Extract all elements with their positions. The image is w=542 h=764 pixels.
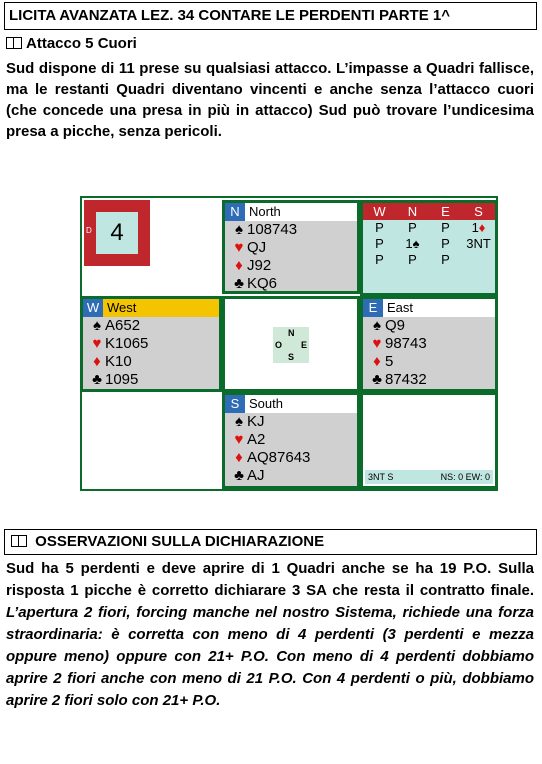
east-seat: E (363, 299, 383, 317)
page-title: LICITA AVANZATA LEZ. 34 CONTARE LE PERDENTI PARTE 1^ (4, 2, 537, 30)
bid: P (375, 220, 384, 235)
diamond-icon: ♦ (93, 353, 101, 370)
south-hearts: A2 (247, 431, 266, 448)
north-hearts: QJ (247, 239, 267, 256)
auction-header-s: S (474, 204, 483, 219)
observations-normal: Sud ha 5 perdenti e deve aprire di 1 Quadri anche se ha 19 P.O. Sulla risposta 1 picche è corretto dichiarare 3 SA che resta il contratto finale. (6, 560, 534, 599)
diamond-icon: ♦ (373, 353, 381, 370)
bid: 1♠ (405, 236, 420, 251)
north-seat: N (225, 203, 245, 221)
west-hearts: K1065 (105, 335, 149, 352)
bid: P (375, 236, 384, 251)
bid: 1♦ (471, 220, 486, 235)
bid: 3NT (466, 236, 491, 251)
south-hand (222, 392, 360, 489)
west-hand (80, 296, 222, 392)
heart-icon: ♥ (92, 335, 102, 352)
compass-e: E (301, 340, 308, 350)
observations-title: OSSERVAZIONI SULLA DICHIARAZIONE (35, 533, 325, 550)
north-name: North (249, 204, 281, 219)
south-seat: S (225, 395, 245, 413)
south-spades: KJ (247, 413, 265, 430)
spade-icon: ♠ (235, 221, 243, 238)
south-diamonds: AQ87643 (247, 449, 311, 466)
east-diamonds: 5 (385, 353, 394, 370)
north-clubs: KQ6 (247, 275, 278, 292)
spade-icon: ♠ (373, 317, 381, 334)
score: NS: 0 EW: 0 (440, 472, 490, 482)
dealer-badge (84, 200, 150, 266)
auction-row (363, 252, 495, 268)
result-box (360, 392, 498, 489)
observations-header (4, 529, 537, 555)
bid: P (408, 220, 417, 235)
table-center (222, 296, 360, 392)
compass-icon (273, 327, 309, 363)
book-icon (6, 37, 22, 49)
east-name: East (387, 300, 414, 315)
west-spades: A652 (105, 317, 141, 334)
heart-icon: ♥ (234, 431, 244, 448)
diamond-icon: ♦ (235, 449, 243, 466)
compass-s: S (288, 352, 295, 362)
east-clubs: 87432 (385, 371, 427, 388)
west-name: West (107, 300, 137, 315)
auction-header-n: N (407, 204, 418, 219)
bridge-diagram (80, 196, 498, 491)
south-name: South (249, 396, 283, 411)
auction-header-e: E (441, 204, 450, 219)
board-number: 4 (110, 219, 124, 246)
north-spades: 108743 (247, 221, 298, 238)
west-diamonds: K10 (105, 353, 132, 370)
east-spades: Q9 (385, 317, 406, 334)
intro-paragraph: Sud dispone di 11 prese su qualsiasi attacco. L’impasse a Quadri fallisce, ma le restanti Quadri diventano vincenti e anche senza l’attacco cuori (che concede una presa in più in attacco) Sud può trovare l’undicesima presa a picche, senza pericoli. (6, 60, 534, 140)
club-icon: ♣ (92, 371, 102, 388)
spade-icon: ♠ (235, 413, 243, 430)
west-seat: W (83, 299, 103, 317)
compass-n: N (288, 328, 295, 338)
heart-icon: ♥ (372, 335, 382, 352)
diamond-icon: ♦ (235, 257, 243, 274)
club-icon: ♣ (234, 467, 244, 484)
club-icon: ♣ (372, 371, 382, 388)
opening-lead-line (6, 34, 137, 54)
dealer-cell (80, 196, 222, 294)
bid: P (441, 252, 450, 267)
observations-italic: L’apertura 2 fiori, forcing manche nel nostro Sistema, richiede una forza straordinaria: è corretta con meno di 4 perdenti (3 perdenti e mezza oppure meno) oppure con 21+ P.O. Con meno di 4 perdenti dobbiamo aprire 2 fiori anche con meno di 21 P.O. Con 4 perdenti o più, dobbiamo aprire 2 fiori solo con 21+ P.O. (6, 604, 534, 709)
auction-row (363, 236, 495, 252)
heart-icon: ♥ (234, 239, 244, 256)
opening-lead: Attacco 5 Cuori (26, 35, 137, 52)
compass-o: O (275, 340, 283, 350)
north-diamonds: J92 (247, 257, 272, 274)
north-hand (222, 200, 360, 294)
auction-box (360, 200, 498, 296)
book-icon (11, 535, 27, 547)
auction-row (363, 220, 495, 236)
spade-icon: ♠ (93, 317, 101, 334)
bid: P (375, 252, 384, 267)
observations-text (6, 558, 534, 712)
west-clubs: 1095 (105, 371, 139, 388)
bid: P (441, 220, 450, 235)
south-clubs: AJ (247, 467, 265, 484)
dealer-letter: D (86, 226, 92, 235)
club-icon: ♣ (234, 275, 244, 292)
auction-header-w: W (373, 204, 386, 219)
bid: P (441, 236, 450, 251)
east-hearts: 98743 (385, 335, 427, 352)
east-hand (360, 296, 498, 392)
contract: 3NT S (368, 472, 394, 482)
bid: P (408, 252, 417, 267)
bid (462, 252, 495, 268)
